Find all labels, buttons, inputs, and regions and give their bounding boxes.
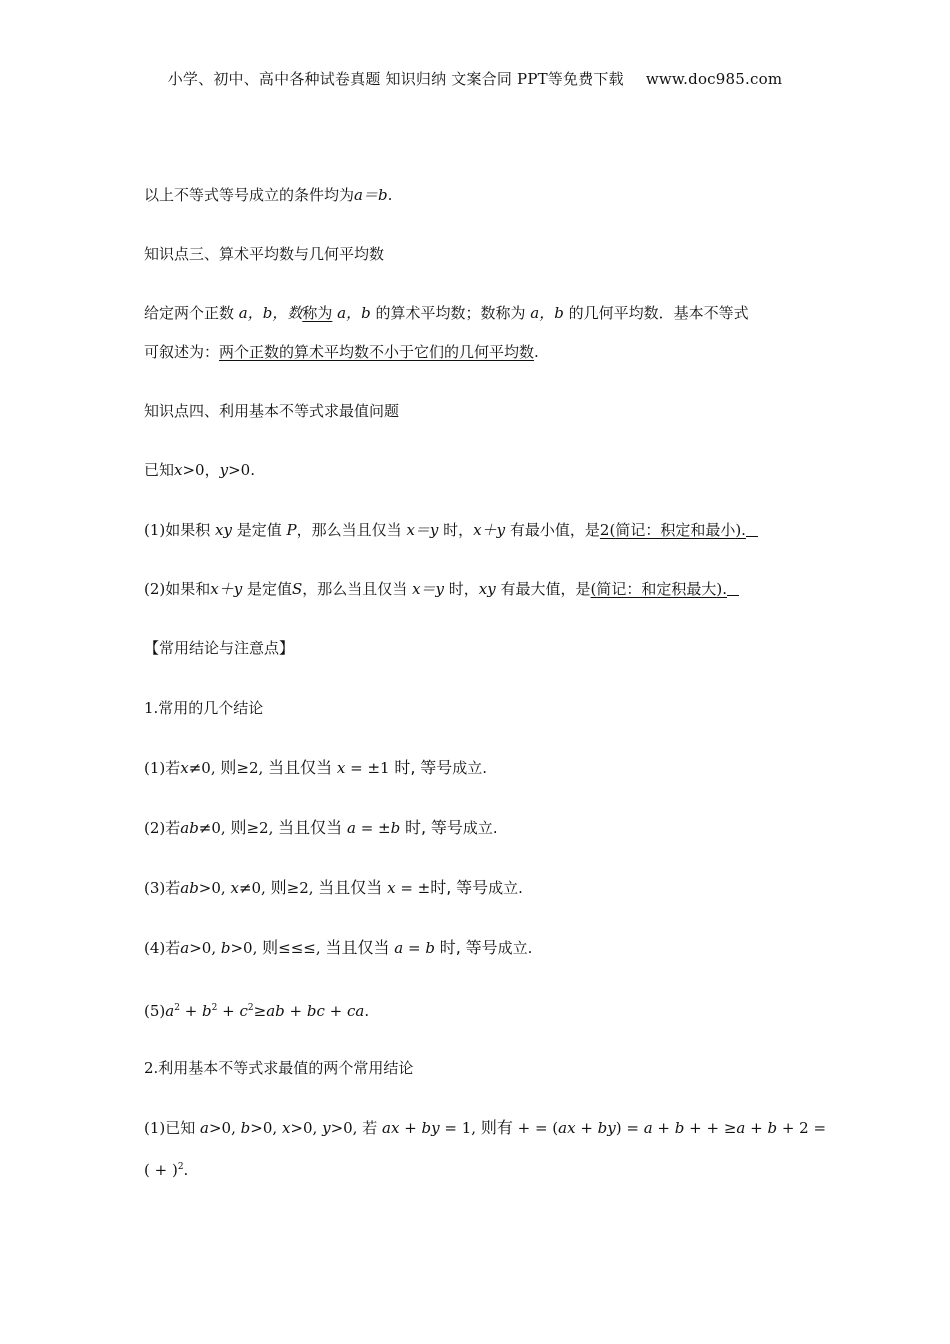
math: x＋y bbox=[473, 521, 506, 539]
text: 则 bbox=[230, 818, 247, 837]
text: . bbox=[183, 1161, 189, 1179]
text: + bbox=[217, 1002, 240, 1020]
result-2 bbox=[144, 817, 814, 839]
math: a bbox=[180, 939, 190, 957]
math: a＝b bbox=[354, 186, 388, 204]
text: 时, bbox=[404, 818, 427, 837]
underline-tail bbox=[746, 520, 758, 537]
text: 成立. bbox=[452, 759, 488, 777]
math: b bbox=[202, 1002, 212, 1020]
math: a bbox=[736, 1119, 746, 1137]
section-title-k4: 知识点四、利用基本不等式求最值问题 bbox=[144, 402, 400, 420]
text: 成立. bbox=[488, 879, 523, 897]
text: >0， bbox=[182, 461, 220, 479]
math: by bbox=[421, 1119, 440, 1137]
section-title-common: 【常用结论与注意点】 bbox=[144, 639, 295, 657]
math: xy bbox=[215, 521, 232, 539]
text: 则 bbox=[262, 938, 279, 957]
text: ). bbox=[716, 580, 728, 598]
text: >0, bbox=[250, 1119, 278, 1137]
text: >0, bbox=[230, 939, 258, 957]
text: = ± bbox=[360, 819, 391, 837]
text: = ±1 bbox=[350, 759, 390, 777]
text: (4)若 bbox=[144, 939, 181, 957]
text: ) = bbox=[615, 1119, 644, 1137]
text: (3)若 bbox=[144, 879, 181, 897]
text: 简记：积定和最小 bbox=[615, 521, 736, 539]
text: (1)若 bbox=[144, 759, 181, 777]
math: y bbox=[219, 461, 229, 479]
superscript: 2 bbox=[247, 1003, 254, 1013]
text: >0, bbox=[330, 1119, 358, 1137]
math: ab bbox=[180, 879, 199, 897]
text: ≠0, bbox=[198, 819, 226, 837]
text: 有最小值，是 bbox=[509, 521, 600, 539]
text: >0, bbox=[290, 1119, 318, 1137]
text: . bbox=[534, 343, 539, 361]
text: (5) bbox=[144, 1002, 166, 1020]
text: ( + ) bbox=[144, 1161, 178, 1179]
text: + bbox=[399, 1119, 422, 1137]
text: >0, bbox=[208, 1119, 236, 1137]
math: x bbox=[387, 879, 396, 897]
text: . bbox=[364, 1002, 370, 1020]
text: ，那么当且仅当 bbox=[302, 580, 408, 598]
text: 当且仅当 bbox=[325, 938, 390, 957]
text: 给定两个正数 bbox=[144, 304, 235, 322]
conclusion-1 bbox=[144, 519, 814, 541]
math: a bbox=[165, 1002, 175, 1020]
result-3 bbox=[144, 877, 814, 899]
text: 已知 bbox=[144, 461, 175, 479]
subsection-title-1: 1.常用的几个结论 bbox=[144, 699, 264, 717]
text: = ± bbox=[400, 879, 431, 897]
text: ( bbox=[590, 580, 597, 598]
superscript: 2 bbox=[211, 1003, 218, 1013]
math: a bbox=[200, 1119, 209, 1137]
text: 是定值 bbox=[236, 521, 282, 539]
text: + bbox=[284, 1002, 307, 1020]
page-header bbox=[0, 68, 950, 89]
text: = 1, bbox=[439, 1119, 477, 1137]
equality-condition-line bbox=[144, 184, 814, 206]
text: 若 bbox=[362, 1119, 378, 1137]
text: + = ( bbox=[512, 1119, 559, 1137]
math: x＝y bbox=[412, 580, 444, 598]
text: ≠0, bbox=[238, 879, 266, 897]
text: 简记：和定积最大 bbox=[596, 580, 717, 598]
math: xy bbox=[478, 580, 496, 598]
result-5 bbox=[144, 997, 814, 1022]
text: ≥2, bbox=[286, 879, 314, 897]
result-1 bbox=[144, 757, 814, 779]
math: by bbox=[597, 1119, 616, 1137]
text: 时， bbox=[448, 580, 479, 598]
conclusion-2 bbox=[144, 578, 814, 600]
math: b bbox=[220, 939, 231, 957]
math: ca bbox=[347, 1002, 365, 1020]
text: 成立. bbox=[497, 939, 533, 957]
text: 可叙述为： bbox=[144, 343, 220, 361]
math: x＝y bbox=[406, 521, 439, 539]
text: 的几何平均数．基本不等式 bbox=[568, 304, 749, 322]
text: 是定值 bbox=[246, 580, 292, 598]
math: b bbox=[425, 939, 435, 957]
math: ax bbox=[558, 1119, 576, 1137]
text: + bbox=[575, 1119, 598, 1137]
superscript: 2 bbox=[177, 1162, 184, 1172]
text: 时, bbox=[439, 938, 461, 957]
k3-paragraph-line1 bbox=[144, 302, 814, 324]
text: 则 bbox=[220, 758, 237, 777]
math: x bbox=[180, 759, 189, 777]
text: 当且仅当 bbox=[278, 818, 343, 837]
text: 等号 bbox=[465, 938, 498, 957]
math: y bbox=[322, 1119, 331, 1137]
text: 当且仅当 bbox=[318, 878, 383, 897]
text: (1)已知 bbox=[144, 1119, 196, 1137]
text: 时, bbox=[430, 878, 452, 897]
text: (1)如果积 bbox=[144, 521, 211, 539]
math: S bbox=[291, 580, 303, 598]
math: bc bbox=[306, 1002, 325, 1020]
section-title-k3: 知识点三、算术平均数与几何平均数 bbox=[144, 245, 385, 263]
formula-1-line1 bbox=[144, 1117, 827, 1139]
math: x bbox=[281, 1119, 291, 1137]
math: ab bbox=[266, 1002, 285, 1020]
math: b bbox=[240, 1119, 251, 1137]
math: a bbox=[643, 1119, 653, 1137]
text: 等号 bbox=[420, 758, 453, 777]
text: . bbox=[387, 186, 393, 204]
text: + bbox=[324, 1002, 347, 1020]
text: 时， bbox=[443, 521, 474, 539]
given-line bbox=[144, 459, 814, 481]
text: + bbox=[652, 1119, 675, 1137]
text: + 2 = bbox=[777, 1119, 827, 1137]
text: >0, bbox=[189, 939, 217, 957]
math: ab bbox=[180, 819, 199, 837]
text: 时, bbox=[394, 758, 416, 777]
text: ≤≤≤, bbox=[278, 939, 321, 957]
header-url[interactable]: www.doc985.com bbox=[645, 70, 783, 88]
text: ≠0, bbox=[188, 759, 216, 777]
text: 有最大值，是 bbox=[500, 580, 591, 598]
underline-tail bbox=[727, 579, 739, 596]
text: ≥2, bbox=[236, 759, 264, 777]
math: b bbox=[390, 819, 401, 837]
math: b bbox=[674, 1119, 685, 1137]
underlined-statement: 两个正数的算术平均数不小于它们的几何平均数 bbox=[219, 343, 535, 361]
text: 称为 bbox=[495, 304, 526, 322]
text: 称为 bbox=[302, 304, 333, 322]
text: 则 bbox=[270, 878, 287, 897]
formula-1-line2 bbox=[144, 1156, 814, 1181]
math: a bbox=[346, 819, 356, 837]
text: (2)若 bbox=[144, 819, 181, 837]
math: a bbox=[394, 939, 404, 957]
k3-paragraph-line2 bbox=[144, 341, 814, 363]
text: 的算术平均数；数 bbox=[375, 304, 496, 322]
text: 成立. bbox=[462, 819, 498, 837]
text: + bbox=[179, 1002, 203, 1020]
text: + + ≥ bbox=[684, 1119, 737, 1137]
math: x bbox=[336, 759, 346, 777]
text: (2)如果和 bbox=[144, 580, 211, 598]
text: 则有 bbox=[480, 1118, 513, 1137]
math: a，b bbox=[530, 304, 564, 322]
math: P bbox=[286, 521, 297, 539]
math: x＋y bbox=[210, 580, 243, 598]
math: ax bbox=[382, 1119, 400, 1137]
text: ≥ bbox=[253, 1002, 267, 1020]
math: x bbox=[230, 879, 239, 897]
text: = bbox=[407, 939, 421, 957]
text: ≥2, bbox=[246, 819, 274, 837]
subsection-title-2: 2.利用基本不等式求最值的两个常用结论 bbox=[144, 1059, 414, 1077]
text: 2( bbox=[599, 521, 616, 539]
text: ，那么当且仅当 bbox=[296, 521, 402, 539]
math: a，b bbox=[337, 304, 371, 322]
math: a，b，数 bbox=[238, 304, 303, 322]
superscript: 2 bbox=[174, 1003, 180, 1013]
text: + bbox=[745, 1119, 768, 1137]
math: x bbox=[174, 461, 183, 479]
text: >0, bbox=[198, 879, 226, 897]
text: 当且仅当 bbox=[268, 758, 333, 777]
math: b bbox=[767, 1119, 778, 1137]
header-text: 小学、初中、高中各种试卷真题 知识归纳 文案合同 PPT等免费下载 bbox=[167, 70, 624, 88]
text: ). bbox=[735, 521, 746, 539]
math: c bbox=[239, 1002, 248, 1020]
text: 等号 bbox=[430, 818, 463, 837]
result-4 bbox=[144, 937, 814, 959]
text: 以上不等式等号成立的条件均为 bbox=[144, 186, 355, 204]
text: 等号 bbox=[456, 878, 489, 897]
text: >0. bbox=[228, 461, 255, 479]
